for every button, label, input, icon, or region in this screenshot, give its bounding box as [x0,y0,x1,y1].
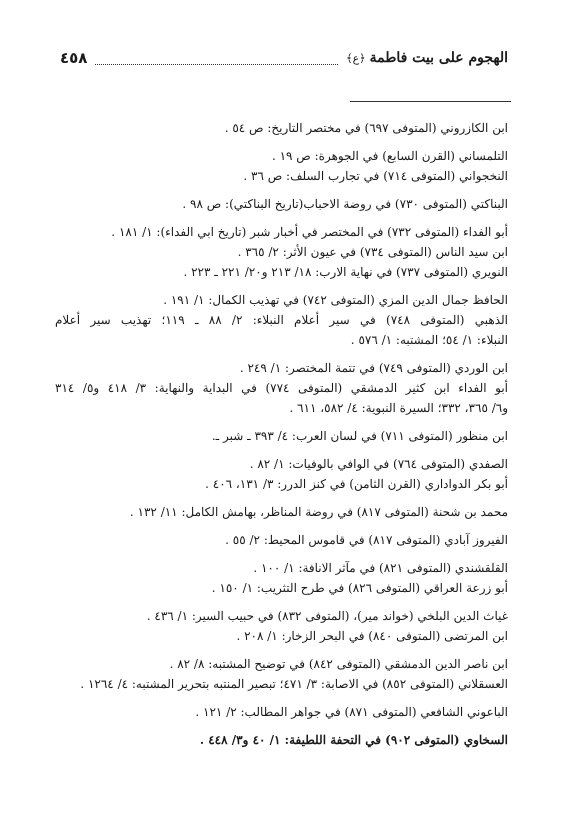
reference-line: أبو الفداء ابن كثير الدمشقي (المتوفى ٧٧٤) في البداية والنهاية: ٣/ ٤١٨ و٥/ ٣١٤ [55,381,508,395]
reference-line: العسقلاني (المتوفى ٨٥٢) في الاصابة: ٣/ ٤٧١؛ تبصير المنتبه بتحرير المشتبه: ٤/ ١٢٦٤ . [80,677,508,691]
reference-line: ابن ناصر الدين الدمشقي (المتوفى ٨٤٢) في توضيح المشتبه: ٨/ ٨٢ . [169,657,508,671]
reference-line: الذهبي (المتوفى ٧٤٨) في سير أعلام النبلاء: ٢/ ٨٨ ـ ١١٩؛ تهذيب سير أعلام [55,313,508,327]
reference-line: الفيروز آبادي (المتوفى ٨١٧) في قاموس المحيط: ٢/ ٥٥ . [225,533,508,547]
reference-line: محمد بن شحنة (المتوفى ٨١٧) في روضة المناظر، بهامش الكامل: ١١/ ١٣٢ . [129,505,508,519]
reference-line: السخاوي (المتوفى ٩٠٢) في التحفة اللطيفة: ١/ ٤٠ و٣/ ٤٤٨ . [199,733,508,747]
reference-line: الحافظ جمال الدين المزي (المتوفى ٧٤٢) في تهذيب الكمال: ١/ ١٩١ . [163,293,508,307]
running-header [60,44,508,72]
reference-entry [55,730,508,750]
reference-line: ابن سيد الناس (المتوفى ٧٣٤) في عيون الأثر: ٢/ ٣٦٥ . [237,245,508,259]
reference-line: القلقشندي (المتوفى ٨٢١) في مآثر الانافة: ١/ ١٠٠ . [253,561,508,575]
reference-line: النويري (المتوفى ٧٣٧) في نهاية الارب: ١٨/ ٢١٣ و٢٠/ ٢٢١ ـ ٢٢٣ . [183,265,508,279]
reference-line: ابن المرتضى (المتوفى ٨٤٠) في البحر الزخار: ١/ ٢٠٨ . [236,629,508,643]
reference-line: التلمساني (القرن السابع) في الجوهرة: ص ١٩ . [271,149,508,163]
running-title: الهجوم على بيت فاطمة [369,50,508,66]
reference-line: أبو الفداء (المتوفى ٧٣٢) في المختصر في أخبار شبر (تاريخ ابي الفداء): ١/ ١٨١ . [111,225,508,239]
reference-entry [55,454,508,494]
reference-line: ابن منظور (المتوفى ٧١١) في لسان العرب: ٤/ ٣٩٣ ـ شبر ـ. [211,429,508,443]
reference-line: أبو زرعة العراقي (المتوفى ٨٢٦) في طرح التثريب: ١/ ١٥٠ . [211,581,508,595]
reference-line: أبو بكر الدواداري (القرن الثامن) في كنز الدرر: ٣/ ١٣١، ٤٠٦ . [205,477,508,491]
reference-entry [55,194,508,214]
reference-entry [55,502,508,522]
reference-line: و٦/ ٣٦٥، ٣٣٢؛ السيرة النبوية: ٤/ ٥٨٢، ٦١١ . [289,401,508,415]
reference-line: ابن الكازروني (المتوفى ٦٩٧) في مختصر التاريخ: ص ٥٤ . [224,121,508,135]
honorific-symbol: ﴿ع﴾ [346,51,366,65]
reference-entry [55,558,508,598]
reference-entry [55,606,508,646]
reference-list [55,118,508,758]
reference-line: النبلاء: ١/ ٥٤؛ المشتبه: ١/ ٥٧٦ . [350,333,508,347]
reference-entry [55,290,508,350]
reference-line: ابن الوردي (المتوفى ٧٤٩) في تتمة المختصر: ١/ ٢٤٩ . [239,361,508,375]
header-rule [350,101,511,102]
reference-entry [55,358,508,418]
reference-line: النخجواني (المتوفى ٧١٤) في تجارب السلف: ص ٣٦ . [243,169,508,183]
reference-entry [55,702,508,722]
reference-entry [55,654,508,694]
dotted-leader [95,60,338,65]
reference-entry [55,426,508,446]
reference-line: البناكتي (المتوفى ٧٣٠) في روضة الاحباب(تاريخ البناكتي): ص ٩٨ . [182,197,508,211]
reference-entry [55,118,508,138]
reference-line: الباعوني الشافعي (المتوفى ٨٧١) في جواهر المطالب: ٢/ ١٢١ . [195,705,508,719]
reference-line: غياث الدين البلخي (خواند مير)، (المتوفى ٨٣٢) في حبيب السير: ١/ ٤٣٦ . [146,609,508,623]
reference-entry [55,146,508,186]
reference-entry [55,222,508,282]
reference-line: الصفدي (المتوفى ٧٦٤) في الوافي بالوفيات: ١/ ٨٢ . [249,457,508,471]
reference-entry [55,530,508,550]
page-number: ٤٥٨ [60,49,88,67]
